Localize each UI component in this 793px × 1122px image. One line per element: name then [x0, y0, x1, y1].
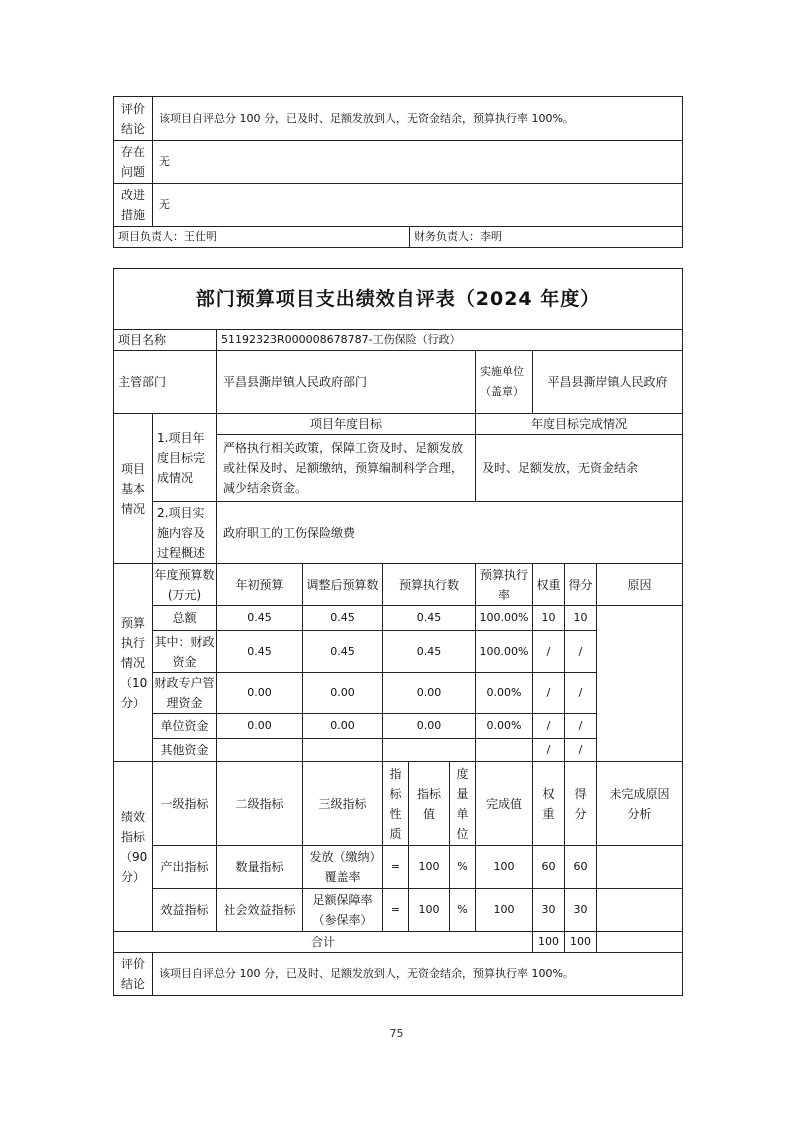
budget-execution-label: 预算执行情况（10分）: [114, 564, 153, 762]
perf-row-value: 100: [409, 889, 450, 932]
budget-header-reason: 原因: [597, 564, 683, 606]
goal-completion-label: 1.项目年度目标完成情况: [153, 414, 217, 502]
perf-header-level3: 三级指标: [303, 762, 383, 846]
completion-text: 及时、足额发放，无资金结余: [476, 435, 683, 502]
perf-row-weight: 60: [533, 846, 565, 889]
budget-row-name: 单位资金: [153, 714, 217, 739]
budget-row-executed: 0.00: [383, 673, 476, 714]
budget-row-executed: 0.45: [383, 631, 476, 673]
perf-header-done: 完成值: [476, 762, 533, 846]
perf-header-reason: 未完成原因分析: [597, 762, 683, 846]
performance-indicators-label: 绩效指标（90分）: [114, 762, 153, 932]
budget-row-rate: [476, 739, 533, 762]
budget-row-rate: 0.00%: [476, 714, 533, 739]
perf-row-reason: [597, 889, 683, 932]
budget-row: [114, 606, 683, 631]
main-eval-text: 该项目自评总分 100 分，已及时、足额发放到人，无资金结余，预算执行率 100%。: [153, 953, 683, 996]
main-eval-label: 评价结论: [114, 953, 153, 996]
budget-row-rate: 0.00%: [476, 673, 533, 714]
total-weight: 100: [533, 932, 565, 953]
perf-row-nature: =: [383, 889, 409, 932]
page-title: 部门预算项目支出绩效自评表（2024 年度）: [114, 269, 683, 330]
perf-header-weight: 权重: [533, 762, 565, 846]
perf-header-score: 得分: [565, 762, 597, 846]
perf-header-level2: 二级指标: [217, 762, 303, 846]
perf-header-level1: 一级指标: [153, 762, 217, 846]
budget-row-weight: /: [533, 673, 565, 714]
perf-row-done: 100: [476, 889, 533, 932]
eval-label: 评价结论: [114, 97, 153, 141]
perf-row-level2: 社会效益指标: [217, 889, 303, 932]
finance-lead: 财务负责人：李明: [410, 227, 683, 248]
basic-info-label: 项目基本情况: [114, 414, 153, 564]
budget-row-name: 总额: [153, 606, 217, 631]
perf-row-level3: 足额保障率（参保率）: [303, 889, 383, 932]
budget-row-weight: /: [533, 631, 565, 673]
previous-evaluation-table: [113, 96, 683, 248]
budget-header-rate: 预算执行率: [476, 564, 533, 606]
total-label: 合计: [114, 932, 533, 953]
perf-row-level2: 数量指标: [217, 846, 303, 889]
budget-row-executed: [383, 739, 476, 762]
dept-value: 平昌县澌岸镇人民政府部门: [217, 351, 476, 414]
budget-header-initial: 年初预算: [217, 564, 303, 606]
perf-row-level1: 效益指标: [153, 889, 217, 932]
perf-row-done: 100: [476, 846, 533, 889]
budget-row-name: 其中：财政资金: [153, 631, 217, 673]
performance-evaluation-table: [113, 268, 683, 996]
budget-row-adjusted: 0.00: [303, 673, 383, 714]
total-score: 100: [565, 932, 597, 953]
content-text: 政府职工的工伤保险缴费: [217, 502, 683, 564]
impl-unit-label: 实施单位（盖章）: [476, 351, 533, 414]
issues-text: 无: [153, 141, 683, 184]
page-number: 75: [389, 1027, 404, 1040]
total-reason-cell: [597, 932, 683, 953]
dept-label: 主管部门: [114, 351, 217, 414]
budget-row-score: 10: [565, 606, 597, 631]
project-name-value: 51192323R000008678787-工伤保险（行政）: [217, 330, 683, 351]
impl-unit-value: 平昌县澌岸镇人民政府: [533, 351, 683, 414]
budget-header-score: 得分: [565, 564, 597, 606]
budget-header-weight: 权重: [533, 564, 565, 606]
budget-reason-cell: [597, 606, 683, 762]
budget-row-initial: 0.00: [217, 673, 303, 714]
budget-row-executed: 0.00: [383, 714, 476, 739]
issues-label: 存在问题: [114, 141, 153, 184]
budget-row-score: /: [565, 714, 597, 739]
budget-row-initial: 0.45: [217, 606, 303, 631]
budget-header-adjusted: 调整后预算数: [303, 564, 383, 606]
perf-row-reason: [597, 846, 683, 889]
budget-row-rate: 100.00%: [476, 606, 533, 631]
content-label: 2.项目实施内容及过程概述: [153, 502, 217, 564]
budget-row-rate: 100.00%: [476, 631, 533, 673]
improve-label: 改进措施: [114, 184, 153, 227]
budget-row-initial: 0.00: [217, 714, 303, 739]
budget-row-name: 其他资金: [153, 739, 217, 762]
budget-row-weight: /: [533, 714, 565, 739]
budget-row-weight: 10: [533, 606, 565, 631]
perf-row-unit: %: [450, 846, 476, 889]
perf-row: [114, 846, 683, 889]
goal-text: 严格执行相关政策，保障工资及时、足额发放或社保及时、足额缴纳，预算编制科学合理，减少结余资金。: [217, 435, 476, 502]
budget-row-score: /: [565, 631, 597, 673]
budget-row-adjusted: 0.45: [303, 606, 383, 631]
perf-row: [114, 889, 683, 932]
budget-row-adjusted: 0.00: [303, 714, 383, 739]
perf-header-nature: 指标性质: [383, 762, 409, 846]
budget-row-executed: 0.45: [383, 606, 476, 631]
perf-header-value: 指标值: [409, 762, 450, 846]
project-name-label: 项目名称: [114, 330, 217, 351]
budget-row-name: 财政专户管理资金: [153, 673, 217, 714]
budget-header-executed: 预算执行数: [383, 564, 476, 606]
perf-row-value: 100: [409, 846, 450, 889]
budget-row-score: /: [565, 739, 597, 762]
perf-row-score: 30: [565, 889, 597, 932]
perf-row-score: 60: [565, 846, 597, 889]
perf-row-weight: 30: [533, 889, 565, 932]
perf-row-level3: 发放（缴纳）覆盖率: [303, 846, 383, 889]
perf-row-level1: 产出指标: [153, 846, 217, 889]
improve-text: 无: [153, 184, 683, 227]
perf-row-nature: =: [383, 846, 409, 889]
budget-row-weight: /: [533, 739, 565, 762]
goal-header: 项目年度目标: [217, 414, 476, 435]
budget-row-adjusted: 0.45: [303, 631, 383, 673]
perf-row-unit: %: [450, 889, 476, 932]
budget-row-initial: [217, 739, 303, 762]
perf-header-unit: 度量单位: [450, 762, 476, 846]
budget-row-score: /: [565, 673, 597, 714]
project-lead: 项目负责人：王仕明: [114, 227, 410, 248]
budget-row-adjusted: [303, 739, 383, 762]
completion-header: 年度目标完成情况: [476, 414, 683, 435]
budget-header-annual: 年度预算数(万元): [153, 564, 217, 606]
eval-text: 该项目自评总分 100 分，已及时、足额发放到人，无资金结余，预算执行率 100%。: [153, 97, 683, 141]
budget-row-initial: 0.45: [217, 631, 303, 673]
